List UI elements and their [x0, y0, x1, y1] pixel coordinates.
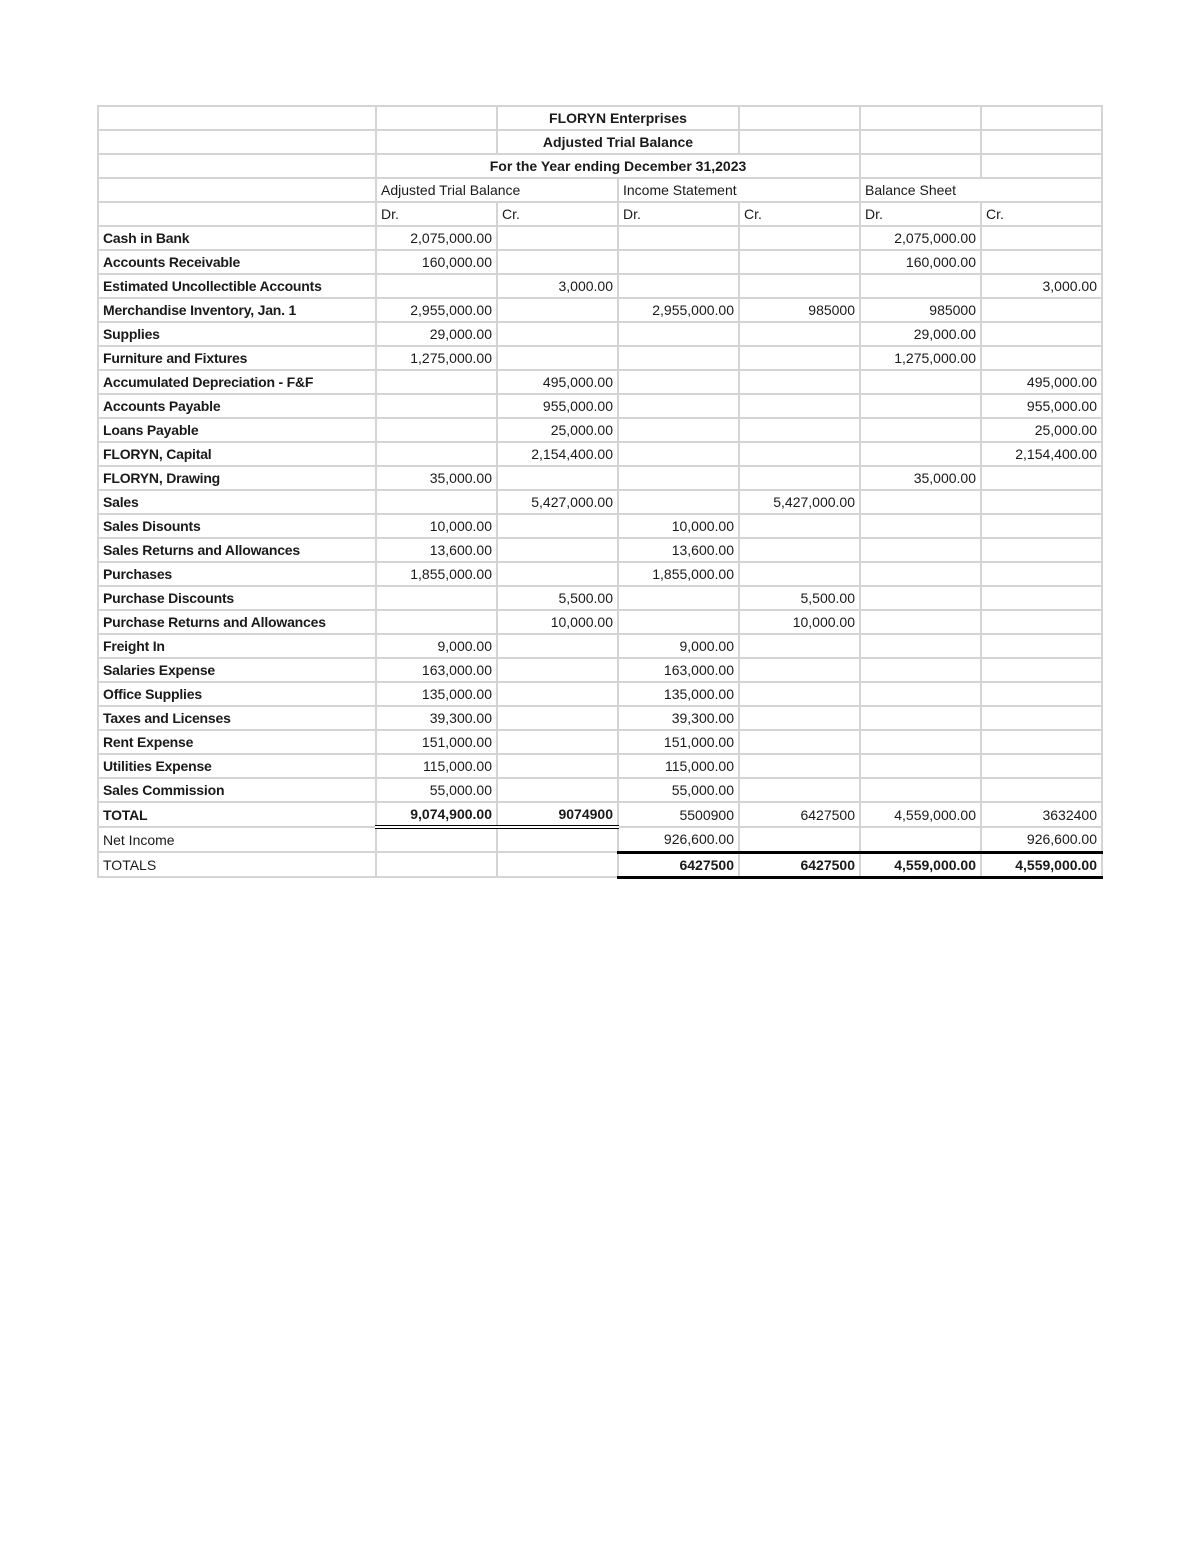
- amount-cell: [497, 827, 618, 852]
- amount-cell: [497, 754, 618, 778]
- account-row: [98, 682, 1102, 706]
- amount-cell: [497, 538, 618, 562]
- amount-cell: 5,427,000.00: [497, 490, 618, 514]
- amount-cell: 29,000.00: [376, 322, 497, 346]
- account-name: Sales Commission: [98, 778, 376, 802]
- amount-cell: [618, 274, 739, 298]
- amount-cell: [860, 394, 981, 418]
- account-name: Purchase Returns and Allowances: [98, 610, 376, 634]
- amount-cell: [376, 274, 497, 298]
- amount-cell: [860, 562, 981, 586]
- amount-cell: [739, 514, 860, 538]
- amount-cell: 160,000.00: [376, 250, 497, 274]
- amount-cell: [739, 730, 860, 754]
- amount-cell: 985000: [860, 298, 981, 322]
- amount-cell: 3,000.00: [497, 274, 618, 298]
- amount-cell: [739, 322, 860, 346]
- account-name: Furniture and Fixtures: [98, 346, 376, 370]
- amount-cell: [981, 562, 1102, 586]
- amount-cell: [739, 466, 860, 490]
- amount-cell: 3,000.00: [981, 274, 1102, 298]
- amount-cell: [739, 346, 860, 370]
- amount-cell: [376, 586, 497, 610]
- amount-cell: [860, 370, 981, 394]
- account-row: [98, 634, 1102, 658]
- amount-cell: 3632400: [981, 802, 1102, 827]
- amount-cell: [739, 562, 860, 586]
- amount-cell: 2,075,000.00: [860, 226, 981, 250]
- amount-cell: [497, 682, 618, 706]
- amount-cell: [981, 706, 1102, 730]
- amount-cell: 2,154,400.00: [497, 442, 618, 466]
- amount-cell: [739, 418, 860, 442]
- amount-cell: 135,000.00: [618, 682, 739, 706]
- amount-cell: 1,855,000.00: [376, 562, 497, 586]
- amount-cell: [376, 394, 497, 418]
- amount-cell: [981, 346, 1102, 370]
- amount-cell: [860, 730, 981, 754]
- account-row: [98, 226, 1102, 250]
- account-name: Estimated Uncollectible Accounts: [98, 274, 376, 298]
- amount-cell: 115,000.00: [376, 754, 497, 778]
- amount-cell: [860, 586, 981, 610]
- amount-cell: [981, 586, 1102, 610]
- amount-cell: 13,600.00: [618, 538, 739, 562]
- amount-cell: [618, 466, 739, 490]
- column-header: Dr.: [860, 202, 981, 226]
- amount-cell: 29,000.00: [860, 322, 981, 346]
- account-name: Taxes and Licenses: [98, 706, 376, 730]
- account-row: [98, 442, 1102, 466]
- account-row: [98, 274, 1102, 298]
- amount-cell: [981, 634, 1102, 658]
- amount-cell: [860, 754, 981, 778]
- amount-cell: 39,300.00: [376, 706, 497, 730]
- amount-cell: 926,600.00: [981, 827, 1102, 852]
- report-period: For the Year ending December 31,2023: [376, 154, 860, 178]
- account-name: Net Income: [98, 827, 376, 852]
- amount-cell: 151,000.00: [376, 730, 497, 754]
- amount-cell: [981, 322, 1102, 346]
- amount-cell: 926,600.00: [618, 827, 739, 852]
- amount-cell: [497, 730, 618, 754]
- subtitle-row: [98, 130, 1102, 154]
- account-name: Merchandise Inventory, Jan. 1: [98, 298, 376, 322]
- amount-cell: [618, 610, 739, 634]
- account-row: [98, 490, 1102, 514]
- column-header: Cr.: [497, 202, 618, 226]
- account-name: Sales Returns and Allowances: [98, 538, 376, 562]
- amount-cell: [739, 634, 860, 658]
- amount-cell: 35,000.00: [376, 466, 497, 490]
- account-name: FLORYN, Capital: [98, 442, 376, 466]
- account-row: [98, 610, 1102, 634]
- amount-cell: 163,000.00: [376, 658, 497, 682]
- amount-cell: 4,559,000.00: [860, 802, 981, 827]
- amount-cell: [739, 538, 860, 562]
- total-row: [98, 802, 1102, 827]
- column-header-row: [98, 202, 1102, 226]
- amount-cell: [497, 778, 618, 802]
- amount-cell: [497, 562, 618, 586]
- account-row: [98, 562, 1102, 586]
- section-income-statement: Income Statement: [618, 178, 860, 202]
- amount-cell: 4,559,000.00: [981, 852, 1102, 877]
- trial-balance-table: [97, 105, 1103, 879]
- amount-cell: 955,000.00: [981, 394, 1102, 418]
- account-name: Sales: [98, 490, 376, 514]
- account-name: Freight In: [98, 634, 376, 658]
- amount-cell: 1,275,000.00: [376, 346, 497, 370]
- amount-cell: [860, 418, 981, 442]
- account-row: [98, 586, 1102, 610]
- account-name: Loans Payable: [98, 418, 376, 442]
- amount-cell: 5,500.00: [497, 586, 618, 610]
- account-row: [98, 346, 1102, 370]
- amount-cell: [376, 442, 497, 466]
- amount-cell: 13,600.00: [376, 538, 497, 562]
- amount-cell: [497, 322, 618, 346]
- account-name: Accumulated Depreciation - F&F: [98, 370, 376, 394]
- amount-cell: [860, 706, 981, 730]
- amount-cell: [497, 634, 618, 658]
- amount-cell: 25,000.00: [981, 418, 1102, 442]
- amount-cell: [981, 754, 1102, 778]
- net-income-row: [98, 827, 1102, 852]
- amount-cell: 955,000.00: [497, 394, 618, 418]
- amount-cell: [860, 658, 981, 682]
- account-row: [98, 658, 1102, 682]
- amount-cell: 1,275,000.00: [860, 346, 981, 370]
- amount-cell: [981, 730, 1102, 754]
- amount-cell: [618, 250, 739, 274]
- amount-cell: [376, 418, 497, 442]
- account-row: [98, 730, 1102, 754]
- title-row: [98, 106, 1102, 130]
- amount-cell: 39,300.00: [618, 706, 739, 730]
- account-row: [98, 370, 1102, 394]
- account-row: [98, 778, 1102, 802]
- column-header: Dr.: [618, 202, 739, 226]
- amount-cell: 2,075,000.00: [376, 226, 497, 250]
- account-name: TOTAL: [98, 802, 376, 827]
- amount-cell: [981, 538, 1102, 562]
- amount-cell: [618, 442, 739, 466]
- column-header: Cr.: [739, 202, 860, 226]
- section-header-row: [98, 178, 1102, 202]
- amount-cell: [618, 490, 739, 514]
- amount-cell: 10,000.00: [376, 514, 497, 538]
- amount-cell: [860, 274, 981, 298]
- amount-cell: [497, 466, 618, 490]
- amount-cell: 9,000.00: [376, 634, 497, 658]
- account-name: FLORYN, Drawing: [98, 466, 376, 490]
- column-header: Cr.: [981, 202, 1102, 226]
- account-row: [98, 514, 1102, 538]
- account-name: TOTALS: [98, 852, 376, 877]
- amount-cell: [618, 226, 739, 250]
- amount-cell: [618, 586, 739, 610]
- amount-cell: [739, 754, 860, 778]
- account-name: Accounts Payable: [98, 394, 376, 418]
- amount-cell: [981, 778, 1102, 802]
- amount-cell: 9,074,900.00: [376, 802, 497, 827]
- amount-cell: 160,000.00: [860, 250, 981, 274]
- amount-cell: [497, 706, 618, 730]
- amount-cell: [618, 322, 739, 346]
- amount-cell: [860, 538, 981, 562]
- account-name: Supplies: [98, 322, 376, 346]
- amount-cell: [981, 226, 1102, 250]
- amount-cell: [618, 370, 739, 394]
- amount-cell: [739, 682, 860, 706]
- account-row: [98, 706, 1102, 730]
- amount-cell: 495,000.00: [497, 370, 618, 394]
- account-row: [98, 298, 1102, 322]
- amount-cell: [739, 827, 860, 852]
- amount-cell: [860, 827, 981, 852]
- account-row: [98, 466, 1102, 490]
- amount-cell: 4,559,000.00: [860, 852, 981, 877]
- amount-cell: 985000: [739, 298, 860, 322]
- account-name: Cash in Bank: [98, 226, 376, 250]
- amount-cell: 10,000.00: [739, 610, 860, 634]
- section-trial-balance: Adjusted Trial Balance: [376, 178, 618, 202]
- amount-cell: 10,000.00: [497, 610, 618, 634]
- amount-cell: 2,955,000.00: [618, 298, 739, 322]
- amount-cell: [860, 490, 981, 514]
- company-name: FLORYN Enterprises: [497, 106, 739, 130]
- totals-row: [98, 852, 1102, 877]
- amount-cell: 55,000.00: [376, 778, 497, 802]
- amount-cell: 6427500: [739, 802, 860, 827]
- amount-cell: [739, 658, 860, 682]
- amount-cell: [497, 346, 618, 370]
- account-name: Office Supplies: [98, 682, 376, 706]
- amount-cell: [981, 658, 1102, 682]
- account-row: [98, 394, 1102, 418]
- amount-cell: [739, 394, 860, 418]
- account-row: [98, 418, 1102, 442]
- column-header: Dr.: [376, 202, 497, 226]
- amount-cell: 2,955,000.00: [376, 298, 497, 322]
- amount-cell: [497, 514, 618, 538]
- amount-cell: 5,500.00: [739, 586, 860, 610]
- account-name: Purchase Discounts: [98, 586, 376, 610]
- amount-cell: 1,855,000.00: [618, 562, 739, 586]
- amount-cell: [981, 466, 1102, 490]
- account-row: [98, 250, 1102, 274]
- amount-cell: [739, 370, 860, 394]
- account-row: [98, 322, 1102, 346]
- amount-cell: [497, 250, 618, 274]
- amount-cell: [860, 682, 981, 706]
- amount-cell: 55,000.00: [618, 778, 739, 802]
- amount-cell: [618, 394, 739, 418]
- report-title: Adjusted Trial Balance: [497, 130, 739, 154]
- amount-cell: 25,000.00: [497, 418, 618, 442]
- amount-cell: [376, 610, 497, 634]
- amount-cell: 5,427,000.00: [739, 490, 860, 514]
- amount-cell: 9,000.00: [618, 634, 739, 658]
- amount-cell: 35,000.00: [860, 466, 981, 490]
- section-balance-sheet: Balance Sheet: [860, 178, 1102, 202]
- period-row: [98, 154, 1102, 178]
- amount-cell: 115,000.00: [618, 754, 739, 778]
- amount-cell: [860, 442, 981, 466]
- amount-cell: [739, 442, 860, 466]
- amount-cell: [860, 514, 981, 538]
- amount-cell: [376, 827, 497, 852]
- account-name: Purchases: [98, 562, 376, 586]
- amount-cell: 6427500: [739, 852, 860, 877]
- amount-cell: [376, 852, 497, 877]
- account-name: Accounts Receivable: [98, 250, 376, 274]
- amount-cell: [497, 852, 618, 877]
- account-name: Salaries Expense: [98, 658, 376, 682]
- amount-cell: [739, 274, 860, 298]
- amount-cell: [497, 226, 618, 250]
- account-row: [98, 538, 1102, 562]
- amount-cell: 151,000.00: [618, 730, 739, 754]
- amount-cell: 495,000.00: [981, 370, 1102, 394]
- amount-cell: [981, 250, 1102, 274]
- amount-cell: [860, 778, 981, 802]
- amount-cell: 5500900: [618, 802, 739, 827]
- amount-cell: 135,000.00: [376, 682, 497, 706]
- account-row: [98, 754, 1102, 778]
- amount-cell: [497, 298, 618, 322]
- amount-cell: [618, 418, 739, 442]
- amount-cell: 10,000.00: [618, 514, 739, 538]
- amount-cell: [860, 610, 981, 634]
- amount-cell: [981, 490, 1102, 514]
- account-name: Sales Disounts: [98, 514, 376, 538]
- amount-cell: 2,154,400.00: [981, 442, 1102, 466]
- amount-cell: [376, 370, 497, 394]
- amount-cell: [739, 706, 860, 730]
- account-name: Utilities Expense: [98, 754, 376, 778]
- amount-cell: 6427500: [618, 852, 739, 877]
- amount-cell: [376, 490, 497, 514]
- amount-cell: [860, 634, 981, 658]
- amount-cell: 9074900: [497, 802, 618, 827]
- amount-cell: [981, 298, 1102, 322]
- amount-cell: 163,000.00: [618, 658, 739, 682]
- amount-cell: [981, 610, 1102, 634]
- amount-cell: [981, 682, 1102, 706]
- account-name: Rent Expense: [98, 730, 376, 754]
- amount-cell: [981, 514, 1102, 538]
- amount-cell: [739, 226, 860, 250]
- amount-cell: [739, 778, 860, 802]
- amount-cell: [618, 346, 739, 370]
- amount-cell: [497, 658, 618, 682]
- amount-cell: [739, 250, 860, 274]
